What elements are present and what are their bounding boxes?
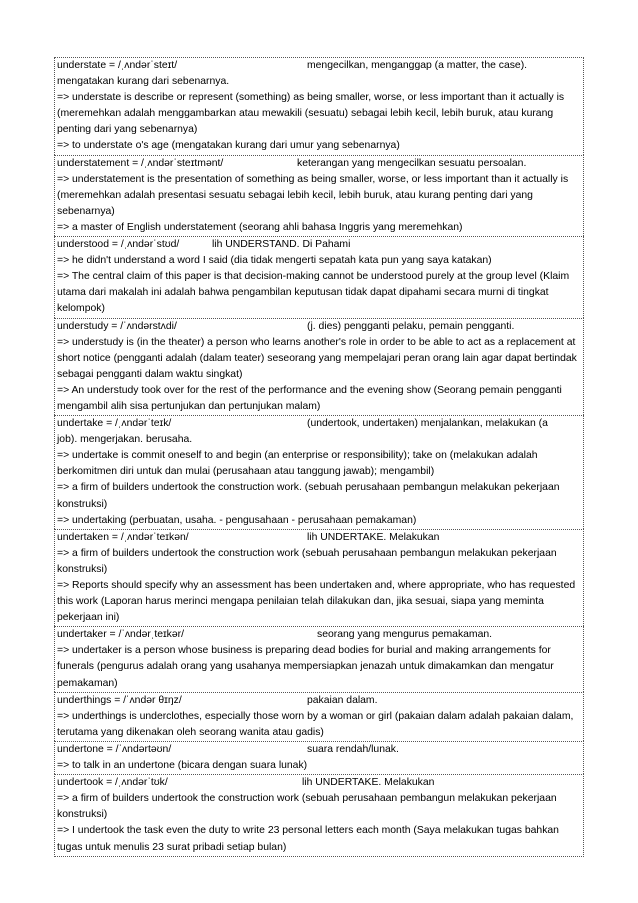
headword-meaning: seorang yang mengurus pemakaman. [317, 629, 493, 641]
headword-meaning: (j. dies) pengganti pelaku, pemain pengganti. [307, 320, 515, 332]
headword-pronunciation: undertake = /ˌʌndərˈteɪk/ [57, 418, 172, 430]
entry-text-line: => a firm of builders undertook the construction work. (sebuah perusahaan pembangun melakukan pekerjaan konstruksi) [57, 482, 560, 510]
entry-text-line: => undertake is commit oneself to and begin (an enterprise or responsibility); take on (melakukan adalah berkomitmen diri untuk dan mulai (perusahaan atau tanggung jawab); mengambil) [57, 450, 538, 478]
entry-text-line: => understatement is the presentation of something as being smaller, worse, or less important than it actually is (meremehkan adalah presentasi sesuatu sebagai lebih kecil, lebih buruk, atau kurang penting dari yang sebenarnya) [57, 173, 569, 217]
entry-text-line: => underthings is underclothes, especially those worn by a woman or girl (pakaian dalam adalah pakaian dalam, terutama yang dikenakan oleh seorang wanita atau gadis) [57, 710, 574, 738]
dictionary-entry [54, 57, 584, 155]
headword-meaning: pakaian dalam. [307, 694, 378, 706]
dictionary-entry [54, 415, 584, 529]
entry-text-line: => to understate o's age (mengatakan kurang dari umur yang sebenarnya) [57, 140, 400, 152]
headword-line [57, 742, 581, 758]
dictionary-entry [54, 626, 584, 691]
entry-text-line: job). mengerjakan. berusaha. [57, 434, 193, 446]
headword-pronunciation: undertaker = /ˈʌndərˌteɪkər/ [57, 629, 185, 641]
headword-line [57, 627, 581, 643]
headword-line [57, 693, 581, 709]
headword-meaning: lih UNDERTAKE. Melakukan [302, 777, 435, 789]
entry-text-line: => An understudy took over for the rest of the performance and the evening show (Seorang pemain pengganti mengambil alih sisa pertunjukan dan pertunjukan malam) [57, 384, 562, 412]
entry-text-line: => a firm of builders undertook the construction work (sebuah perusahaan pembangun melakukan pekerjaan konstruksi) [57, 547, 557, 575]
headword-line [57, 58, 581, 74]
headword-pronunciation: understate = /ˌʌndərˈsteɪt/ [57, 60, 178, 71]
entry-text-line: => understudy is (in the theater) a person who learns another's role in order to be able to act as a replacement at short notice (pengganti adalah (dalam teater) seseorang yang mempelajari peran orang lain agar dapat bertindak sebagai pengganti dalam waktu singkat) [57, 336, 577, 380]
headword-pronunciation: undertook = /ˌʌndərˈtʊk/ [57, 777, 168, 789]
headword-line [57, 156, 581, 172]
headword-meaning: suara rendah/lunak. [307, 743, 399, 755]
entry-text-line: => I undertook the task even the duty to write 23 personal letters each month (Saya melakukan tugas bahkan tugas untuk menulis 23 surat pribadi setiap bulan) [57, 825, 559, 853]
headword-meaning: lih UNDERTAKE. Melakukan [307, 531, 440, 543]
headword-pronunciation: understood = /ˌʌndərˈstʊd/ [57, 239, 180, 251]
entry-text-line: => Reports should specify why an assessment has been undertaken and, where appropriate, who has requested this work (Laporan harus merinci mengapa penilaian telah dilakukan dan, jika sesuai, siapa yang meminta pekerjaan ini) [57, 580, 576, 624]
dictionary-page [54, 57, 584, 857]
dictionary-entry [54, 774, 584, 856]
headword-line [57, 775, 581, 791]
headword-pronunciation: undertaken = /ˌʌndərˈteɪkən/ [57, 531, 189, 543]
entry-text-line: mengatakan kurang dari sebenarnya. [57, 76, 230, 88]
headword-pronunciation: understudy = /ˈʌndərstʌdi/ [57, 320, 177, 332]
entry-text-line: => undertaking (perbuatan, usaha. - pengusahaan - perusahaan pemakaman) [57, 514, 417, 526]
entry-text-line: => undertaker is a person whose business is preparing dead bodies for burial and making arrangements for funerals (pengurus adalah orang yang usahanya mempersiapkan jenazah untuk dimakamkan dan mengatur pemakaman) [57, 645, 554, 689]
dictionary-entry [54, 741, 584, 774]
headword-meaning: (undertook, undertaken) menjalankan, melakukan (a [307, 418, 548, 430]
entry-text-line: => understate is describe or represent (something) as being smaller, worse, or less important than it actually is (meremehkan adalah menggambarkan atau mewakili (sesuatu) sebagai lebih kecil, lebih buruk, atau kurang penting dari yang sebenarnya) [57, 92, 565, 136]
headword-line [57, 237, 581, 253]
headword-pronunciation: undertone = /ˈʌndərtəʊn/ [57, 743, 172, 755]
entry-text-line: => he didn't understand a word I said (dia tidak mengerti sepatah kata pun yang saya katakan) [57, 255, 492, 267]
dictionary-entry [54, 318, 584, 416]
headword-meaning: mengecilkan, menganggap (a matter, the case). [307, 60, 528, 71]
entry-text-line: => to talk in an undertone (bicara dengan suara lunak) [57, 760, 308, 772]
entry-text-line: => The central claim of this paper is that decision-making cannot be understood purely at the group level (Klaim utama dari makalah ini adalah bahwa pengambilan keputusan tidak dapat dipahami secara murni di tingkat kelompok) [57, 271, 570, 315]
headword-line [57, 530, 581, 546]
headword-pronunciation: understatement = /ˌʌndərˈsteɪtmənt/ [57, 157, 224, 169]
headword-meaning: keterangan yang mengecilkan sesuatu persoalan. [297, 157, 527, 169]
entry-text-line: => a firm of builders undertook the construction work (sebuah perusahaan pembangun melakukan pekerjaan konstruksi) [57, 793, 557, 821]
entry-text-line: => a master of English understatement (seorang ahli bahasa Inggris yang meremehkan) [57, 221, 463, 233]
headword-line [57, 319, 581, 335]
headword-meaning: lih UNDERSTAND. Di Pahami [212, 239, 351, 251]
dictionary-entry [54, 155, 584, 236]
headword-line [57, 416, 581, 432]
dictionary-entry [54, 529, 584, 627]
dictionary-entry [54, 692, 584, 741]
headword-pronunciation: underthings = /ˈʌndər θɪŋz/ [57, 694, 182, 706]
dictionary-entry [54, 236, 584, 317]
